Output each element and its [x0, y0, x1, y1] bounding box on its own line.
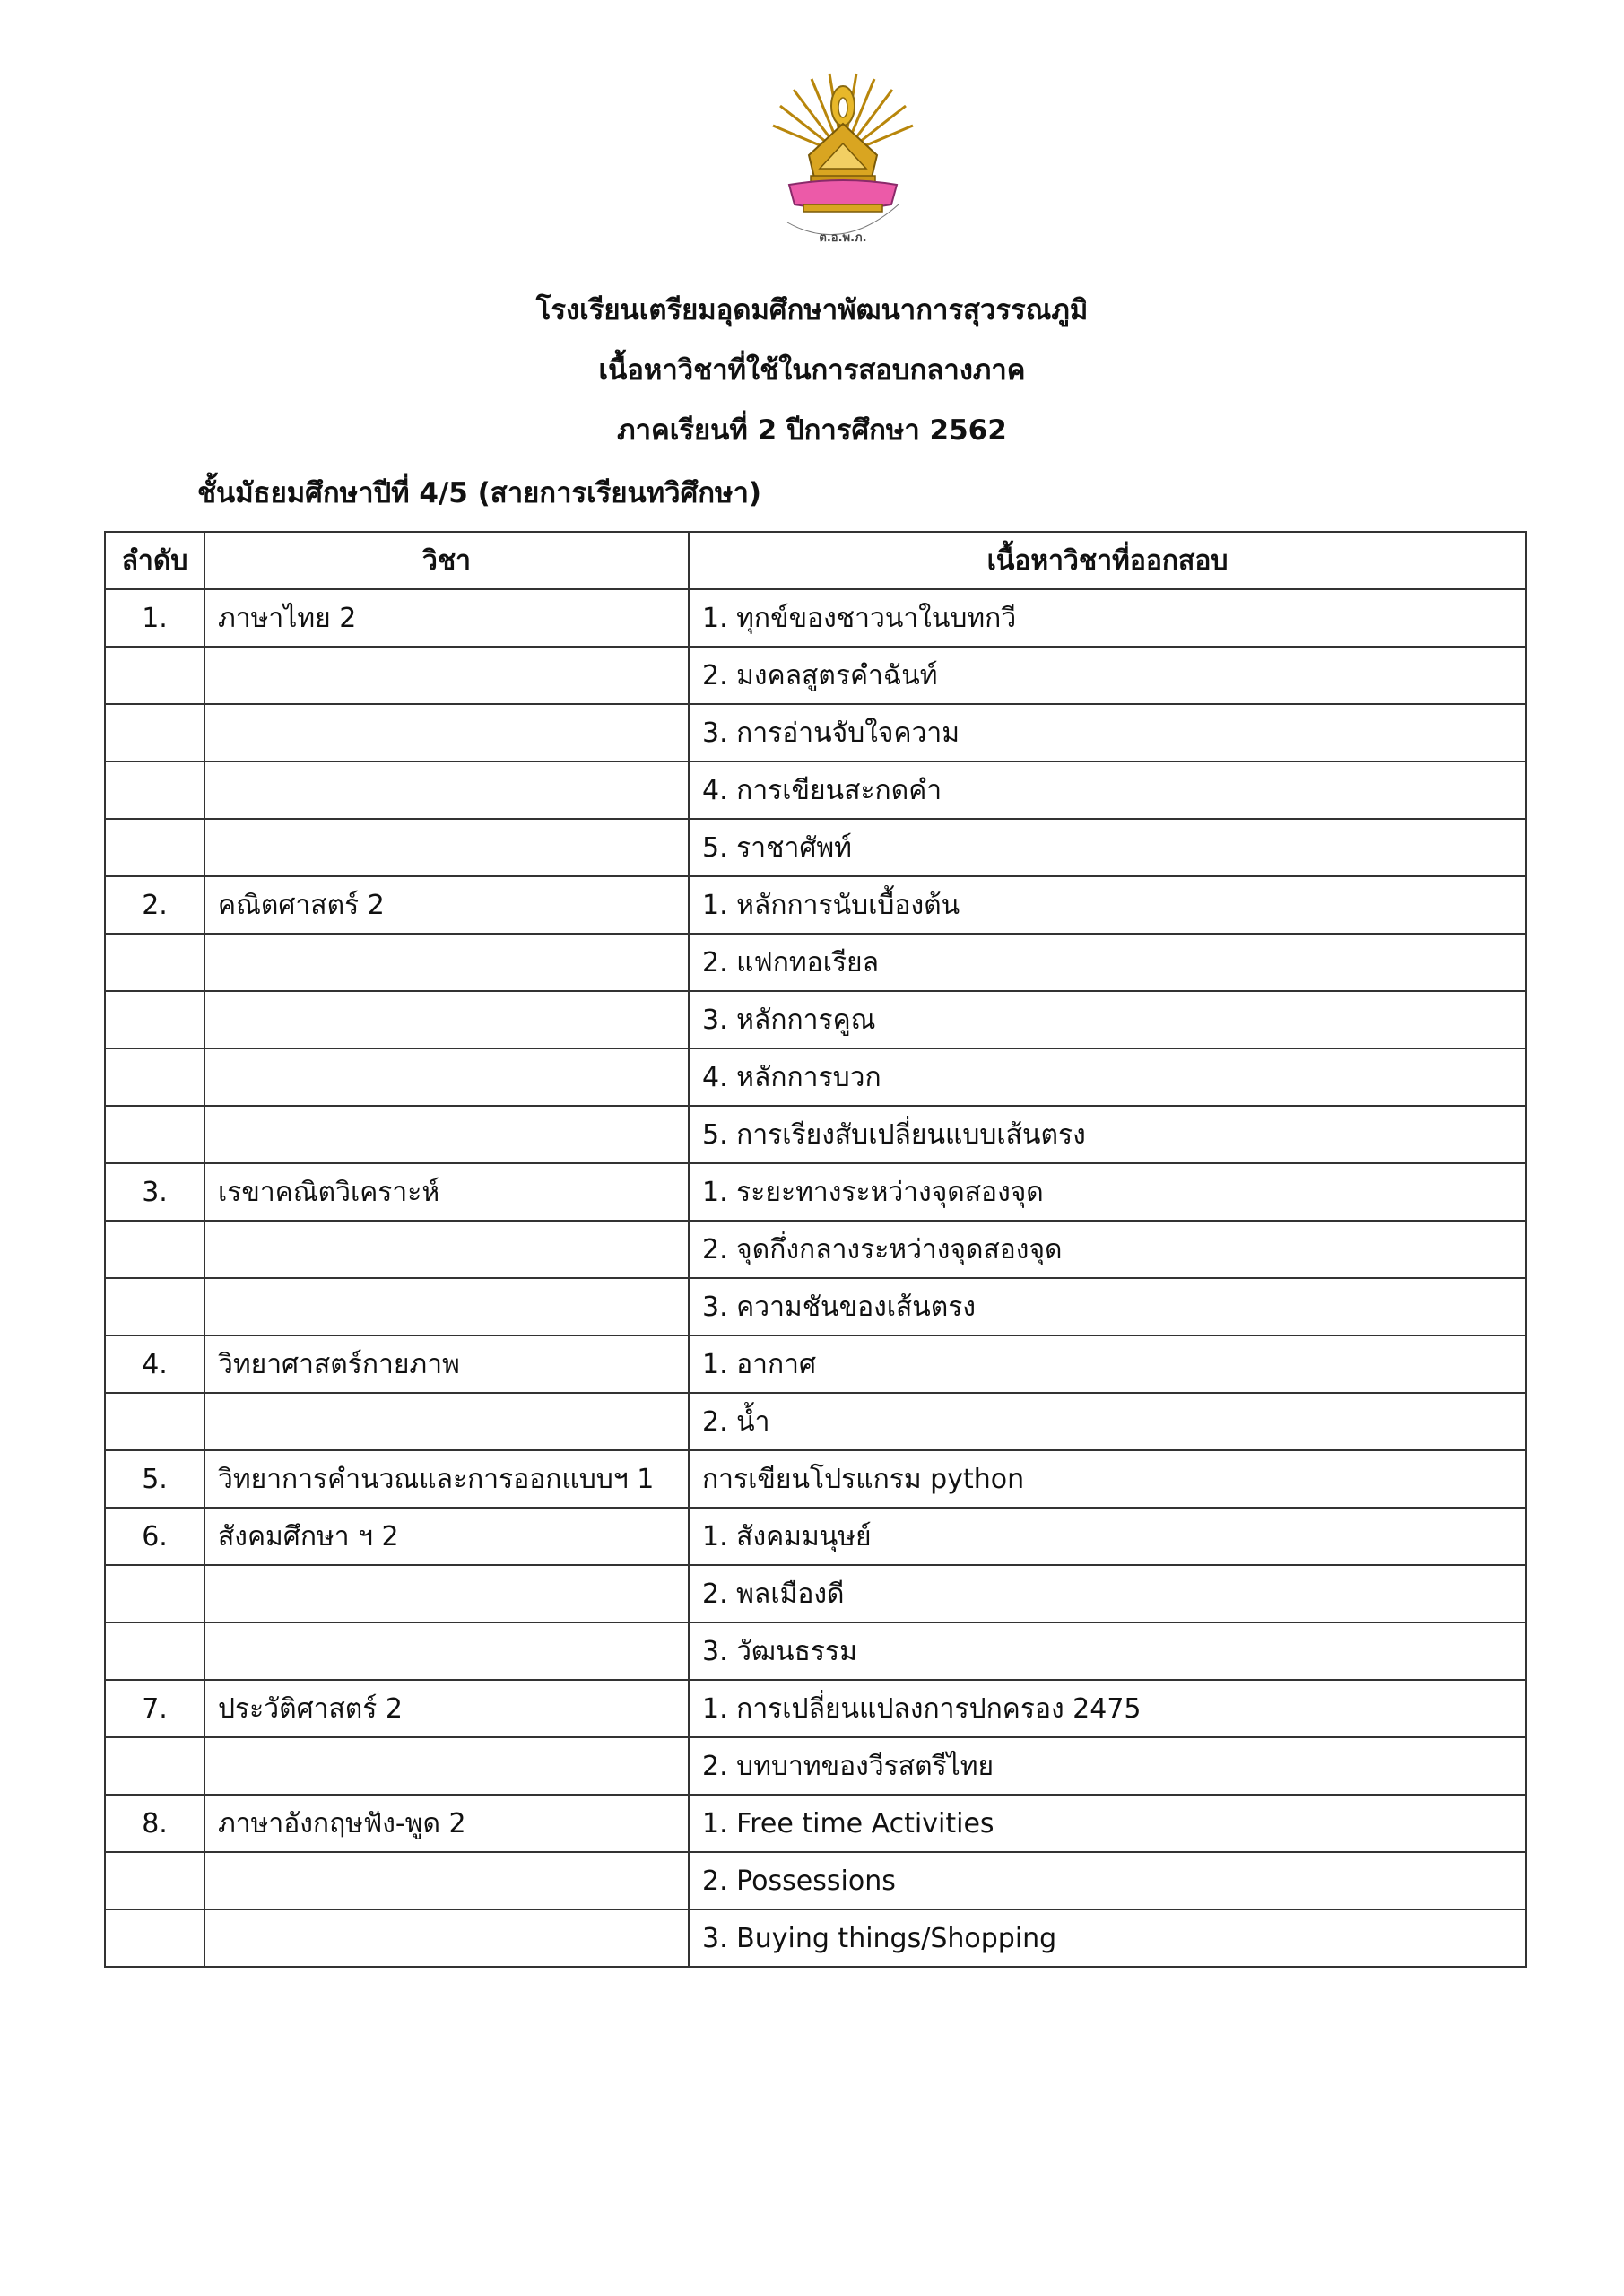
cell-subject	[204, 1048, 689, 1106]
table-row	[105, 704, 1526, 761]
cell-order	[105, 1278, 204, 1335]
cell-topic: 1. หลักการนับเบื้องต้น	[689, 876, 1526, 934]
cell-subject	[204, 991, 689, 1048]
table-row	[105, 1565, 1526, 1622]
cell-subject: ประวัติศาสตร์ 2	[204, 1680, 689, 1737]
cell-topic: 2. มงคลสูตรคำฉันท์	[689, 647, 1526, 704]
cell-subject	[204, 1106, 689, 1163]
table-row	[105, 1909, 1526, 1967]
cell-order	[105, 1393, 204, 1450]
cell-subject	[204, 647, 689, 704]
emblem-caption: ต.อ.พ.ภ.	[819, 231, 867, 245]
exam-content-table	[104, 531, 1527, 1968]
table-row	[105, 761, 1526, 819]
cell-order	[105, 1852, 204, 1909]
table-row	[105, 1163, 1526, 1221]
cell-topic: 5. การเรียงสับเปลี่ยนแบบเส้นตรง	[689, 1106, 1526, 1163]
cell-subject: คณิตศาสตร์ 2	[204, 876, 689, 934]
cell-subject	[204, 934, 689, 991]
cell-subject	[204, 1622, 689, 1680]
cell-topic: 3. การอ่านจับใจความ	[689, 704, 1526, 761]
cell-order	[105, 1622, 204, 1680]
cell-topic: 2. พลเมืองดี	[689, 1565, 1526, 1622]
cell-order: 2.	[105, 876, 204, 934]
cell-topic: 2. จุดกึ่งกลางระหว่างจุดสองจุด	[689, 1221, 1526, 1278]
column-header-subject: วิชา	[204, 532, 689, 589]
cell-subject: วิทยาศาสตร์กายภาพ	[204, 1335, 689, 1393]
cell-order: 4.	[105, 1335, 204, 1393]
table-row	[105, 1335, 1526, 1393]
cell-subject	[204, 1852, 689, 1909]
table-row	[105, 1278, 1526, 1335]
cell-subject: ภาษาอังกฤษฟัง-พูด 2	[204, 1795, 689, 1852]
class-level-heading: ชั้นมัธยมศึกษาปีที่ 4/5 (สายการเรียนทวิศึกษา)	[197, 477, 762, 509]
cell-order	[105, 1106, 204, 1163]
cell-topic: 3. Buying things/Shopping	[689, 1909, 1526, 1967]
table-row	[105, 1508, 1526, 1565]
table-row	[105, 1622, 1526, 1680]
cell-topic: 1. สังคมมนุษย์	[689, 1508, 1526, 1565]
cell-subject	[204, 1737, 689, 1795]
cell-topic: 3. หลักการคูณ	[689, 991, 1526, 1048]
school-name-heading: โรงเรียนเตรียมอุดมศึกษาพัฒนาการสุวรรณภูมิ	[535, 294, 1089, 326]
table-row	[105, 1680, 1526, 1737]
cell-order	[105, 1909, 204, 1967]
cell-order	[105, 819, 204, 876]
table-row	[105, 647, 1526, 704]
table-row	[105, 819, 1526, 876]
column-header-topic: เนื้อหาวิชาที่ออกสอบ	[689, 532, 1526, 589]
cell-order: 6.	[105, 1508, 204, 1565]
cell-order: 3.	[105, 1163, 204, 1221]
cell-topic: 1. อากาศ	[689, 1335, 1526, 1393]
cell-order	[105, 1048, 204, 1106]
table-row	[105, 589, 1526, 647]
cell-subject	[204, 1909, 689, 1967]
cell-subject: เรขาคณิตวิเคราะห์	[204, 1163, 689, 1221]
cell-subject	[204, 819, 689, 876]
table-header-row	[105, 532, 1526, 589]
cell-subject: ภาษาไทย 2	[204, 589, 689, 647]
cell-subject	[204, 1278, 689, 1335]
cell-order: 5.	[105, 1450, 204, 1508]
cell-topic: 2. Possessions	[689, 1852, 1526, 1909]
table-row	[105, 1795, 1526, 1852]
cell-topic: 4. การเขียนสะกดคำ	[689, 761, 1526, 819]
cell-topic: 1. การเปลี่ยนแปลงการปกครอง 2475	[689, 1680, 1526, 1737]
cell-topic: 1. Free time Activities	[689, 1795, 1526, 1852]
cell-topic: 5. ราชาศัพท์	[689, 819, 1526, 876]
cell-subject	[204, 1565, 689, 1622]
cell-order: 7.	[105, 1680, 204, 1737]
cell-topic: 3. ความชันของเส้นตรง	[689, 1278, 1526, 1335]
cell-subject	[204, 761, 689, 819]
cell-order	[105, 991, 204, 1048]
cell-topic: 3. วัฒนธรรม	[689, 1622, 1526, 1680]
cell-order	[105, 1737, 204, 1795]
cell-order	[105, 1565, 204, 1622]
table-row	[105, 1737, 1526, 1795]
table-row	[105, 934, 1526, 991]
table-body	[105, 589, 1526, 1967]
table-row	[105, 1393, 1526, 1450]
column-header-order: ลำดับ	[105, 532, 204, 589]
cell-order	[105, 761, 204, 819]
cell-topic: 4. หลักการบวก	[689, 1048, 1526, 1106]
table-row	[105, 1852, 1526, 1909]
cell-order	[105, 704, 204, 761]
cell-order	[105, 934, 204, 991]
cell-topic: 2. แฟกทอเรียล	[689, 934, 1526, 991]
cell-subject	[204, 1393, 689, 1450]
cell-topic: 1. ระยะทางระหว่างจุดสองจุด	[689, 1163, 1526, 1221]
cell-subject: สังคมศึกษา ฯ 2	[204, 1508, 689, 1565]
cell-subject	[204, 1221, 689, 1278]
document-title: เนื้อหาวิชาที่ใช้ในการสอบกลางภาค	[598, 354, 1026, 387]
table-row	[105, 991, 1526, 1048]
table-row	[105, 1048, 1526, 1106]
cell-topic: 1. ทุกข์ของชาวนาในบทกวี	[689, 589, 1526, 647]
table-row	[105, 1450, 1526, 1508]
table-row	[105, 1221, 1526, 1278]
cell-subject: วิทยาการคำนวณและการออกแบบฯ 1	[204, 1450, 689, 1508]
cell-order	[105, 647, 204, 704]
table-row	[105, 876, 1526, 934]
cell-topic: 2. บทบาทของวีรสตรีไทย	[689, 1737, 1526, 1795]
term-heading: ภาคเรียนที่ 2 ปีการศึกษา 2562	[617, 414, 1007, 447]
cell-subject	[204, 704, 689, 761]
cell-order: 1.	[105, 589, 204, 647]
cell-topic: 2. น้ำ	[689, 1393, 1526, 1450]
cell-order: 8.	[105, 1795, 204, 1852]
cell-topic: การเขียนโปรแกรม python	[689, 1450, 1526, 1508]
table-row	[105, 1106, 1526, 1163]
cell-order	[105, 1221, 204, 1278]
